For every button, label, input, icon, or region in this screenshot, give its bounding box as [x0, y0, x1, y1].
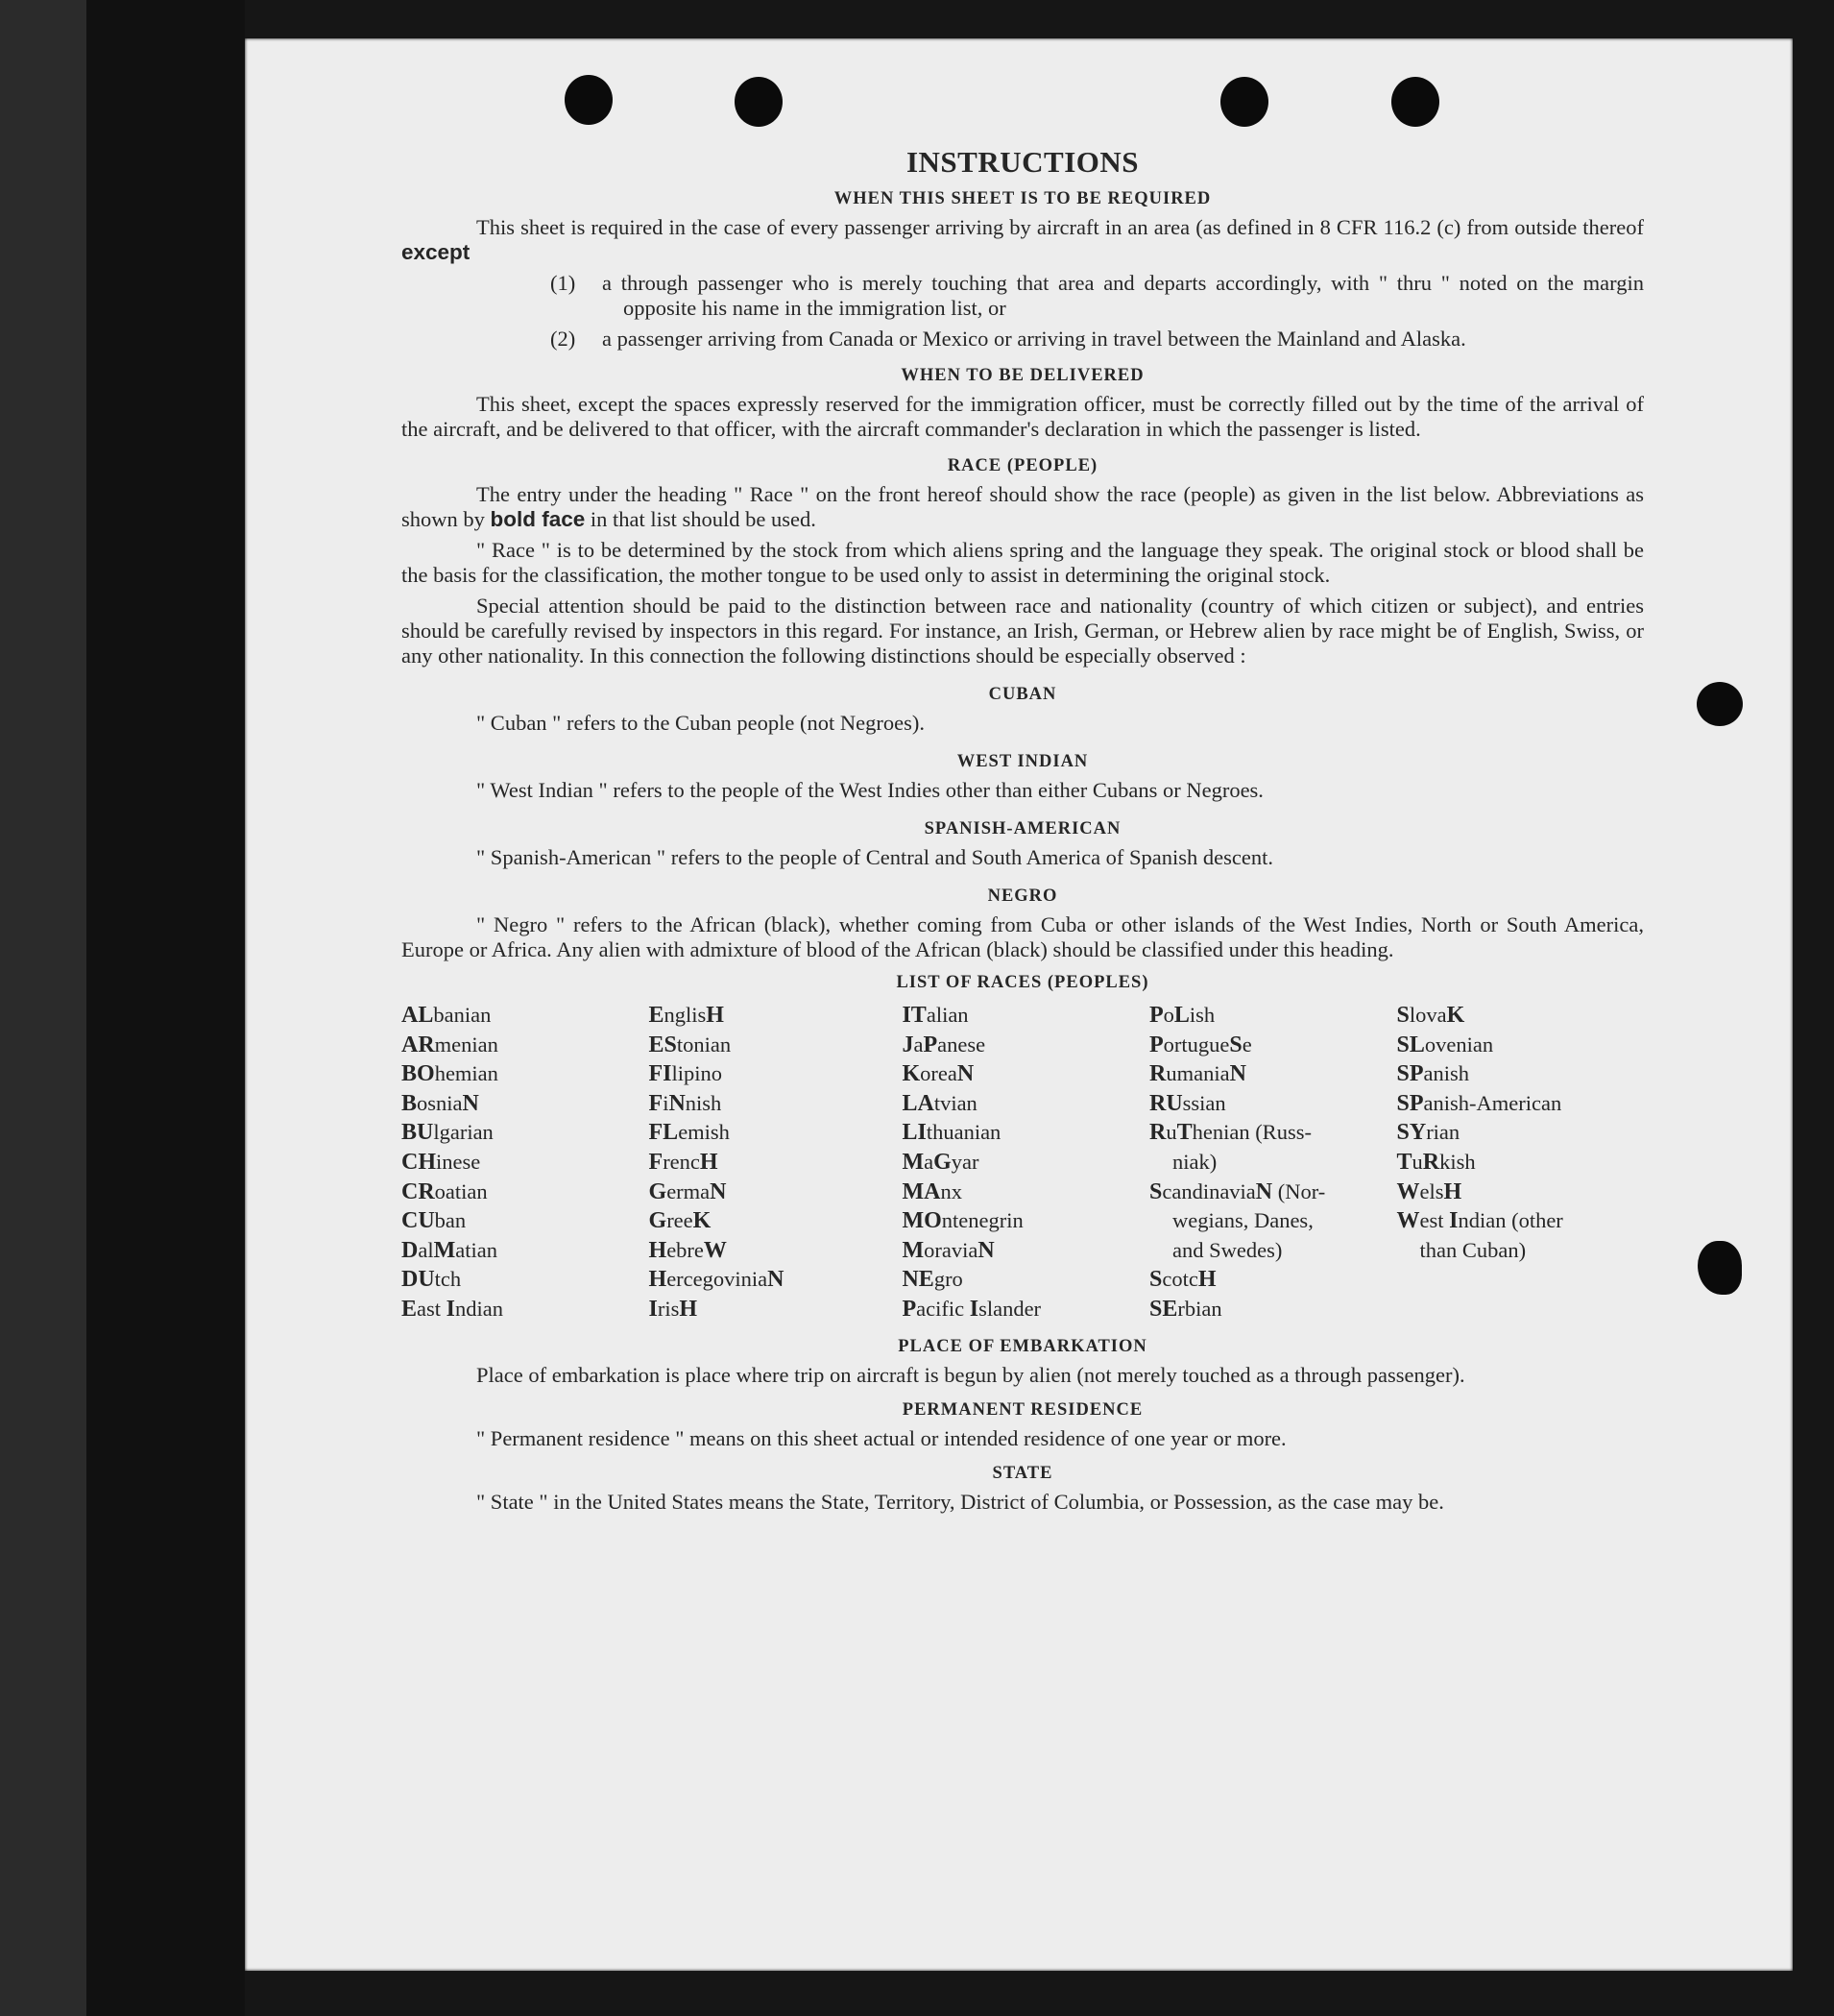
race-entry: Pacific Islander [902, 1296, 1042, 1322]
race-entry: SlovaK [1396, 1003, 1465, 1028]
race-entry: ScandinaviaN (Nor- [1148, 1178, 1326, 1204]
punch-hole [1220, 77, 1268, 127]
list-item: (1) a through passenger who is merely touching that area and departs accordingly, with " thru " noted on the margin opposite his name in the immigration list, or [550, 271, 1644, 320]
section-heading: STATE [992, 1463, 1053, 1483]
race-entry: JaPanese [902, 1032, 986, 1057]
race-entry: CRoatian [401, 1178, 488, 1204]
instructions-content [401, 146, 1644, 1520]
race-entry: LAtvian [902, 1090, 977, 1116]
race-entry: DalMatian [401, 1237, 497, 1263]
race-entry: SLovenian [1396, 1032, 1494, 1057]
embarkation-text: Place of embarkation is place where trip on aircraft is begun by alien (not merely touched as a through passenger). [476, 1362, 1465, 1387]
race-column [401, 1001, 649, 1324]
punch-hole [1391, 77, 1439, 127]
state-text: " State " in the United States means the State, Territory, District of Columbia, or Possession, as the case may be. [476, 1489, 1444, 1514]
race-entry: FrencH [648, 1149, 718, 1175]
race-entry: SPanish [1396, 1061, 1470, 1087]
race-entry: RUssian [1148, 1090, 1226, 1116]
residence-text: " Permanent residence " means on this sheet actual or intended residence of one year or more. [476, 1425, 1287, 1450]
negro-text: " Negro " refers to the African (black), whether coming from Cuba or other islands of the West Indies, North or South America, Europe or Africa. Any alien with admixture of blood of the African (black) should be classified under this heading. [401, 912, 1644, 961]
race-entry: ARmenian [401, 1032, 498, 1057]
section-heading: NEGRO [987, 887, 1058, 906]
race-column [902, 1001, 1149, 1324]
race-entry: SPanish-American [1396, 1090, 1562, 1116]
punch-hole [565, 75, 613, 125]
section-heading: RACE (PEOPLE) [947, 456, 1098, 475]
race-entry: MAnx [902, 1178, 962, 1204]
race-entry: niak) [1171, 1149, 1218, 1174]
race-entry: East Indian [401, 1296, 503, 1322]
race-entry: ScotcH [1148, 1267, 1217, 1293]
race-entry: IrisH [648, 1296, 698, 1322]
race-entry: PortugueSe [1148, 1032, 1252, 1057]
race-entry: FIlipino [648, 1061, 723, 1087]
race-entry: West Indian (other [1396, 1208, 1563, 1234]
section-heading: WHEN THIS SHEET IS TO BE REQUIRED [833, 189, 1212, 208]
scan-border-left [0, 0, 86, 2016]
race-paragraph: " Race " is to be determined by the stock from which aliens spring and the language they speak. The original stock or blood shall be the basis for the classification, the mother tongue to be used only to assist in determining the original stock. [401, 538, 1644, 587]
race-entry: EnglisH [648, 1003, 724, 1028]
race-entry: KoreaN [902, 1061, 975, 1087]
race-entry: FiNnish [648, 1090, 722, 1116]
race-entry: CHinese [401, 1149, 481, 1175]
race-entry: and Swedes) [1171, 1237, 1283, 1262]
section-heading: WHEN TO BE DELIVERED [901, 366, 1145, 385]
when-required-text: This sheet is required in the case of every passenger arriving by aircraft in an area (as defined in 8 CFR 116.2 (c) from outside thereof except [401, 215, 1644, 264]
race-entry: MoraviaN [902, 1237, 995, 1263]
section-heading: PERMANENT RESIDENCE [902, 1399, 1144, 1420]
race-entry: ALbanian [401, 1003, 492, 1028]
race-entry: EStonian [648, 1032, 732, 1057]
scan-background [86, 0, 245, 2016]
race-entry: BosniaN [401, 1090, 479, 1116]
race-entry: GermaN [648, 1178, 727, 1204]
race-entry: FLemish [648, 1120, 730, 1146]
race-entry: RumaniaN [1148, 1061, 1246, 1087]
race-entry: HercegoviniaN [648, 1267, 784, 1293]
race-entry: LIthuanian [902, 1120, 1001, 1146]
section-heading: CUBAN [988, 685, 1057, 704]
race-column [1397, 1001, 1645, 1324]
race-column [1149, 1001, 1397, 1324]
punch-hole [1698, 1241, 1742, 1295]
race-entry: SErbian [1148, 1296, 1222, 1322]
race-entry: BOhemian [401, 1061, 498, 1087]
race-column [649, 1001, 903, 1324]
spanish-american-text: " Spanish-American " refers to the people of Central and South America of Spanish descent. [476, 845, 1274, 869]
race-entry: RuThenian (Russ- [1148, 1120, 1312, 1146]
race-entry: ITalian [902, 1003, 969, 1028]
race-entry: PoLish [1148, 1003, 1216, 1028]
race-paragraph: Special attention should be paid to the distinction between race and nationality (country of which citizen or subject), and entries should be carefully revised by inspectors in this regard. For instance, an Irish, German, or Hebrew alien by race might be of English, Swiss, or any other nationality. In this connection the following distinctions should be especially observed : [401, 594, 1644, 668]
west-indian-text: " West Indian " refers to the people of the West Indies other than either Cubans or Negroes. [476, 778, 1264, 802]
race-entry: MaGyar [902, 1149, 979, 1175]
race-entry: wegians, Danes, [1171, 1208, 1314, 1233]
race-entry: SYrian [1396, 1120, 1460, 1146]
cuban-text: " Cuban " refers to the Cuban people (not Negroes). [476, 711, 925, 735]
race-entry: MOntenegrin [902, 1208, 1024, 1234]
race-entry: BUlgarian [401, 1120, 494, 1146]
when-delivered-text: This sheet, except the spaces expressly reserved for the immigration officer, must be correctly filled out by the time of the arrival of the aircraft, and be delivered to that officer, with the aircraft commander's declaration in which the passenger is listed. [401, 392, 1644, 441]
race-entry: TuRkish [1396, 1149, 1476, 1175]
punch-hole [1697, 682, 1743, 726]
page-title: INSTRUCTIONS [905, 145, 1139, 179]
section-heading: SPANISH-AMERICAN [924, 819, 1122, 838]
section-heading: LIST OF RACES (PEOPLES) [896, 973, 1149, 992]
race-entry: WelsH [1396, 1178, 1462, 1204]
punch-hole [735, 77, 783, 127]
section-heading: WEST INDIAN [956, 752, 1089, 771]
race-entry: CUban [401, 1208, 467, 1234]
race-entry: GreeK [648, 1208, 712, 1234]
race-paragraph: The entry under the heading " Race " on the front hereof should show the race (people) as given in the list below. Abbreviations as shown by bold face in that list should be used. [401, 482, 1644, 531]
race-entry: HebreW [648, 1237, 727, 1263]
section-heading: PLACE OF EMBARKATION [898, 1336, 1147, 1356]
list-item: (2) a passenger arriving from Canada or Mexico or arriving in travel between the Mainland and Alaska. [550, 327, 1466, 351]
race-entry: DUtch [401, 1267, 462, 1293]
race-entry: NEgro [902, 1267, 963, 1293]
race-entry: than Cuban) [1419, 1237, 1527, 1262]
race-list [401, 1001, 1644, 1324]
